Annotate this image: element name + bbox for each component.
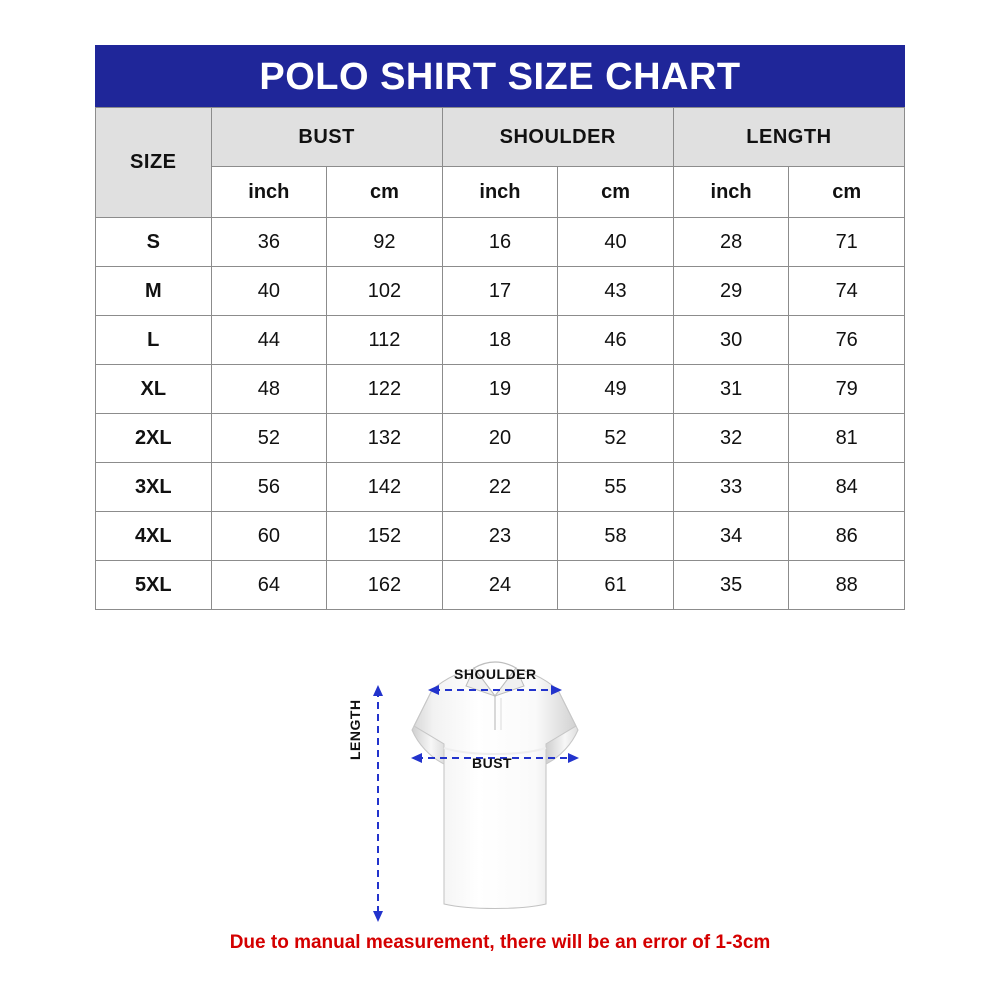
- cell-length-cm: 71: [789, 218, 905, 267]
- table-unit-row: [96, 167, 905, 218]
- table-row: [96, 218, 905, 267]
- cell-bust-cm: 152: [327, 512, 443, 561]
- cell-shoulder-cm: 61: [558, 561, 674, 610]
- cell-length-inch: 29: [673, 267, 789, 316]
- table-row: [96, 561, 905, 610]
- page-title: POLO SHIRT SIZE CHART: [95, 45, 905, 107]
- cell-bust-cm: 142: [327, 463, 443, 512]
- table-row: [96, 463, 905, 512]
- table-row: [96, 316, 905, 365]
- label-shoulder: SHOULDER: [454, 666, 537, 682]
- table-row: [96, 365, 905, 414]
- cell-shoulder-cm: 55: [558, 463, 674, 512]
- cell-size: 2XL: [96, 414, 212, 463]
- cell-shoulder-inch: 18: [442, 316, 558, 365]
- column-header-size: SIZE: [96, 108, 212, 218]
- cell-bust-cm: 102: [327, 267, 443, 316]
- label-bust: BUST: [472, 755, 513, 771]
- unit-bust-cm: cm: [327, 167, 443, 218]
- cell-length-cm: 74: [789, 267, 905, 316]
- measurement-diagram: [347, 632, 650, 932]
- cell-length-inch: 35: [673, 561, 789, 610]
- cell-length-cm: 81: [789, 414, 905, 463]
- cell-length-inch: 32: [673, 414, 789, 463]
- cell-length-inch: 30: [673, 316, 789, 365]
- cell-bust-inch: 40: [211, 267, 327, 316]
- cell-length-inch: 31: [673, 365, 789, 414]
- cell-shoulder-cm: 43: [558, 267, 674, 316]
- size-chart-table: [95, 107, 905, 610]
- cell-length-inch: 28: [673, 218, 789, 267]
- cell-shoulder-cm: 40: [558, 218, 674, 267]
- cell-shoulder-inch: 20: [442, 414, 558, 463]
- table-row: [96, 414, 905, 463]
- table-header-row: [96, 108, 905, 167]
- column-header-shoulder: SHOULDER: [442, 108, 673, 167]
- cell-bust-cm: 92: [327, 218, 443, 267]
- table-row: [96, 512, 905, 561]
- unit-length-inch: inch: [673, 167, 789, 218]
- cell-shoulder-cm: 52: [558, 414, 674, 463]
- cell-size: M: [96, 267, 212, 316]
- cell-length-cm: 76: [789, 316, 905, 365]
- cell-bust-cm: 132: [327, 414, 443, 463]
- cell-length-cm: 84: [789, 463, 905, 512]
- unit-length-cm: cm: [789, 167, 905, 218]
- cell-bust-inch: 36: [211, 218, 327, 267]
- unit-shoulder-cm: cm: [558, 167, 674, 218]
- cell-bust-cm: 112: [327, 316, 443, 365]
- cell-bust-cm: 122: [327, 365, 443, 414]
- cell-size: L: [96, 316, 212, 365]
- cell-length-cm: 88: [789, 561, 905, 610]
- cell-size: 5XL: [96, 561, 212, 610]
- column-header-length: LENGTH: [673, 108, 904, 167]
- cell-bust-inch: 60: [211, 512, 327, 561]
- cell-size: XL: [96, 365, 212, 414]
- cell-bust-inch: 44: [211, 316, 327, 365]
- cell-bust-cm: 162: [327, 561, 443, 610]
- cell-bust-inch: 56: [211, 463, 327, 512]
- cell-bust-inch: 48: [211, 365, 327, 414]
- cell-bust-inch: 52: [211, 414, 327, 463]
- cell-length-cm: 79: [789, 365, 905, 414]
- cell-shoulder-cm: 46: [558, 316, 674, 365]
- cell-shoulder-inch: 22: [442, 463, 558, 512]
- label-length: LENGTH: [347, 699, 363, 760]
- measurement-note: Due to manual measurement, there will be an error of 1-3cm: [229, 932, 771, 953]
- cell-shoulder-cm: 58: [558, 512, 674, 561]
- cell-shoulder-inch: 23: [442, 512, 558, 561]
- unit-bust-inch: inch: [211, 167, 327, 218]
- cell-shoulder-inch: 16: [442, 218, 558, 267]
- cell-size: 4XL: [96, 512, 212, 561]
- table-row: [96, 267, 905, 316]
- size-chart: [95, 45, 905, 610]
- unit-shoulder-inch: inch: [442, 167, 558, 218]
- column-header-bust: BUST: [211, 108, 442, 167]
- cell-shoulder-cm: 49: [558, 365, 674, 414]
- cell-size: 3XL: [96, 463, 212, 512]
- cell-size: S: [96, 218, 212, 267]
- cell-shoulder-inch: 17: [442, 267, 558, 316]
- cell-bust-inch: 64: [211, 561, 327, 610]
- cell-shoulder-inch: 24: [442, 561, 558, 610]
- cell-length-inch: 34: [673, 512, 789, 561]
- cell-shoulder-inch: 19: [442, 365, 558, 414]
- cell-length-cm: 86: [789, 512, 905, 561]
- cell-length-inch: 33: [673, 463, 789, 512]
